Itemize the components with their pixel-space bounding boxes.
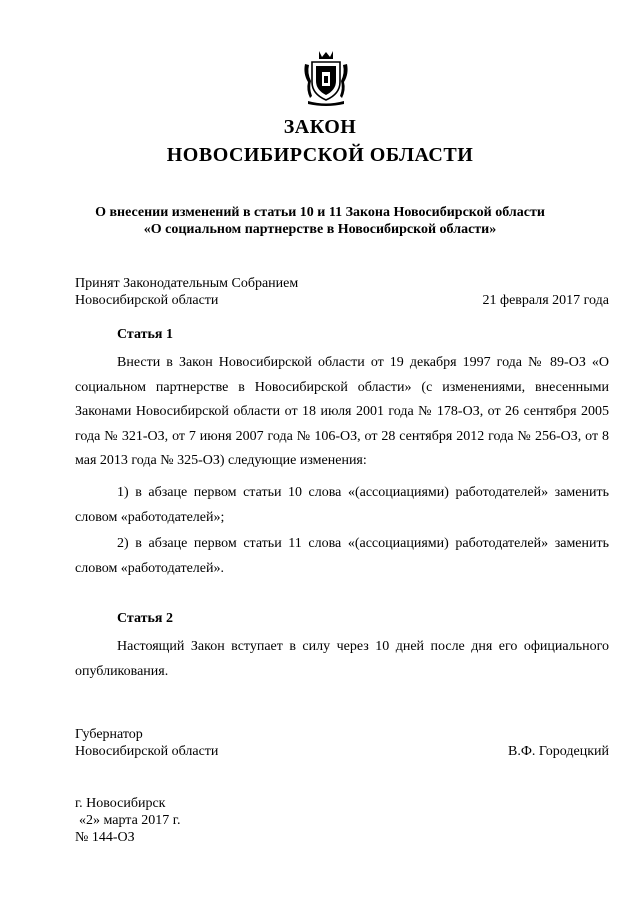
- signatory-name: В.Ф. Городецкий: [508, 744, 609, 759]
- adoption-authority-line1: Принят Законодательным Собранием: [75, 276, 299, 291]
- footer-city: г. Новосибирск: [75, 796, 166, 811]
- footer-date: «2» марта 2017 г.: [79, 813, 181, 828]
- signatory-title-line1: Губернатор: [75, 727, 143, 742]
- law-title: ЗАКОН: [283, 116, 357, 138]
- article-1-intro: Внести в Закон Новосибирской области от 19 декабря 1997 года № 89-ОЗ «О социальном партнерстве в Новосибирской области» (с изменениями, внесенными Законами Новосибирской области от 18 июля 2001 года № 178-ОЗ, от 26 сентября 2005 года № 321-ОЗ, от 7 июня 2007 года № 106-ОЗ, от 28 сентября 2012 года № 256-ОЗ, от 8 мая 2013 года № 325-ОЗ) следующие изменения:: [75, 355, 609, 468]
- law-subject-line1: О внесении изменений в статьи 10 и 11 Закона Новосибирской области: [95, 205, 545, 220]
- article-2-heading: Статья 2: [117, 611, 173, 626]
- article-1-item-2: 2) в абзаце первом статьи 11 слова «(ассоциациями) работодателей» заменить словом «работодателей».: [75, 536, 609, 576]
- article-2-text: Настоящий Закон вступает в силу через 10 дней после дня его официального опубликования.: [75, 639, 609, 679]
- law-region-title: НОВОСИБИРСКОЙ ОБЛАСТИ: [166, 144, 474, 166]
- coat-of-arms-icon: [302, 48, 350, 106]
- article-1-heading: Статья 1: [117, 327, 173, 342]
- signatory-title-line2: Новосибирской области: [75, 744, 219, 759]
- adoption-date: 21 февраля 2017 года: [482, 293, 609, 308]
- law-subject-line2: «О социальном партнерстве в Новосибирской области»: [143, 222, 497, 237]
- footer-law-number: № 144-ОЗ: [75, 830, 135, 845]
- article-1-item-1: 1) в абзаце первом статьи 10 слова «(ассоциациями) работодателей» заменить словом «работодателей»;: [75, 485, 609, 525]
- adoption-authority-line2: Новосибирской области: [75, 293, 219, 308]
